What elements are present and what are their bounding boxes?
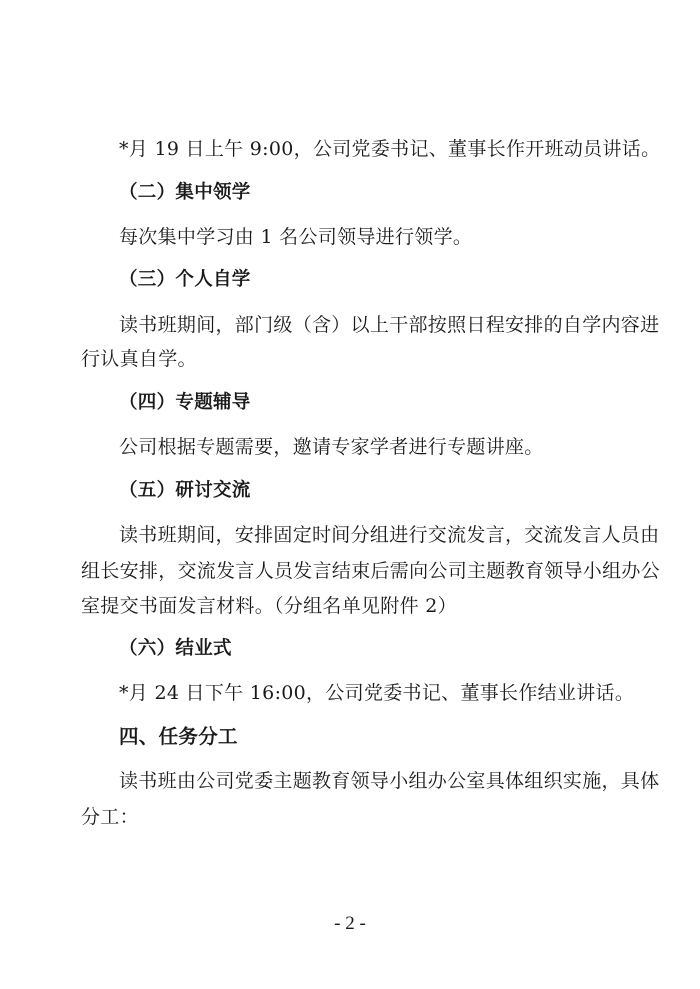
paragraph-task-division-line-1: 读书班由公司党委主题教育领导小组办公室具体组织实施，具体	[119, 770, 660, 792]
heading-collective-lead-study: （二）集中领学	[119, 182, 251, 203]
heading-discussion-exchange: （五）研讨交流	[119, 480, 251, 501]
paragraph-opening-speech: *月 19 日上午 9:00，公司党委书记、董事长作开班动员讲话。	[119, 138, 661, 160]
paragraph-discussion-line-2: 组长安排，交流发言人员发言结束后需向公司主题教育领导小组办公	[81, 560, 661, 582]
heading-self-study: （三）个人自学	[119, 269, 251, 290]
paragraph-self-study-line-2: 行认真自学。	[81, 348, 197, 370]
paragraph-collective-lead-study: 每次集中学习由 1 名公司领导进行领学。	[119, 226, 473, 248]
heading-special-tutoring: （四）专题辅导	[119, 392, 251, 413]
paragraph-graduation-ceremony: *月 24 日下午 16:00，公司党委书记、董事长作结业讲话。	[119, 682, 635, 704]
heading-graduation-ceremony: （六）结业式	[119, 638, 232, 659]
paragraph-discussion-line-1: 读书班期间，安排固定时间分组进行交流发言，交流发言人员由	[119, 524, 660, 546]
page-number: - 2 -	[334, 913, 366, 934]
heading-task-division: 四、任务分工	[119, 725, 238, 748]
paragraph-special-tutoring: 公司根据专题需要，邀请专家学者进行专题讲座。	[119, 436, 544, 458]
paragraph-task-division-line-2: 分工：	[81, 806, 139, 828]
paragraph-self-study-line-1: 读书班期间，部门级（含）以上干部按照日程安排的自学内容进	[119, 314, 660, 336]
paragraph-discussion-line-3: 室提交书面发言材料。（分组名单见附件 2）	[81, 595, 457, 617]
